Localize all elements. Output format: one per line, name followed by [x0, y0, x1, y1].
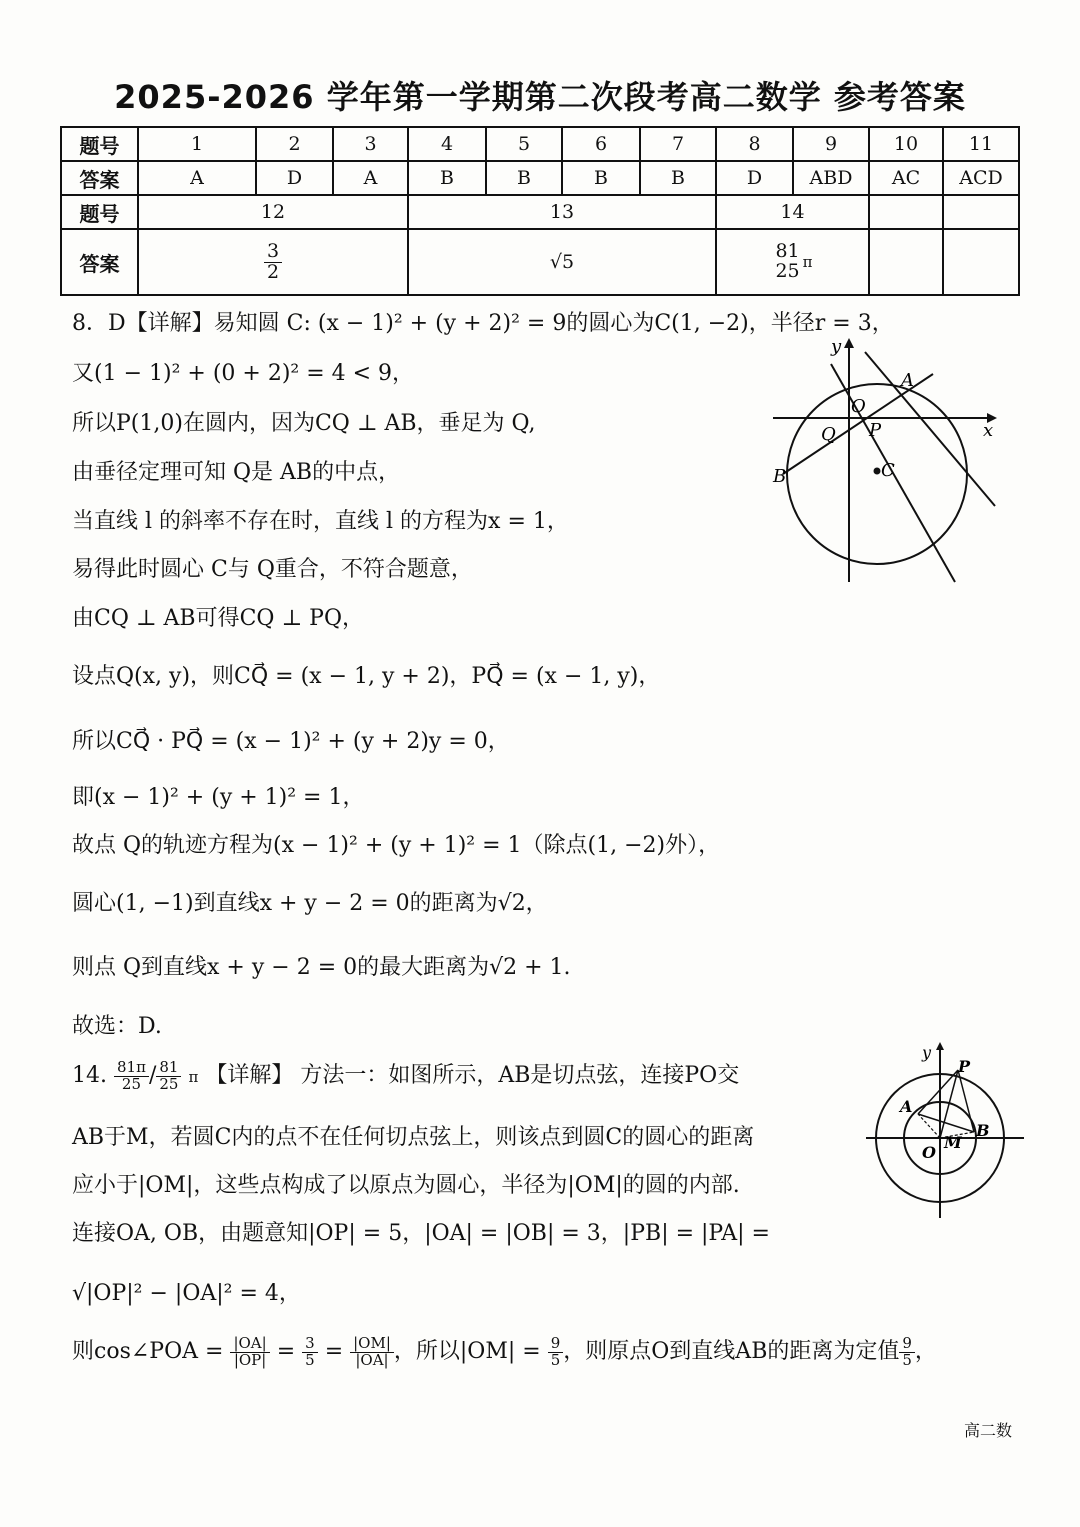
q8-line: 当直线 l 的斜率不存在时，直线 l 的方程为x = 1， — [72, 509, 569, 534]
question-number: 14 — [716, 195, 869, 229]
q8-line: 则点 Q到直线x + y − 2 = 0的最大距离为√2 + 1. — [72, 955, 571, 980]
q14-line: √|OP|² − |OA|² = 4， — [72, 1281, 301, 1306]
label-b: B — [773, 466, 787, 487]
answer-cell: AC — [869, 161, 943, 195]
empty-cell — [869, 229, 943, 295]
q14-line: 则cos∠POA = $\frac{|OA|}{|OP|}$ = $\frac{3}{5}$ = $\frac{|OM|}{|OA|}$ ，所以|OM| = $\frac{9}{5}$ ，则原点O到直线AB的距离为定值 $\frac{9}{5}$ ， — [72, 1333, 937, 1369]
table-row — [61, 229, 1019, 295]
label-a: A — [901, 370, 914, 391]
q8-line: 设点Q(x, y)，则CQ⃗ = (x − 1, y + 2)，PQ⃗ = (x − 1, y)， — [72, 664, 661, 689]
y-axis-arrow — [844, 338, 854, 348]
question-number: 3 — [333, 127, 408, 161]
question-number: 1 — [138, 127, 256, 161]
page-title: 2025-2026 学年第一学期第二次段考高二数学 参考答案 — [114, 78, 966, 116]
label-p: P — [958, 1057, 971, 1076]
answer-cell: B — [486, 161, 562, 195]
table-row — [61, 127, 1019, 161]
answer-cell: D — [716, 161, 793, 195]
answer-cell: B — [408, 161, 486, 195]
question-number: 8 — [716, 127, 793, 161]
label-c: C — [881, 460, 895, 481]
question-number: 13 — [408, 195, 716, 229]
label-b: B — [976, 1121, 990, 1140]
answer-cell: B — [640, 161, 716, 195]
table-row — [61, 161, 1019, 195]
label-m: M — [944, 1133, 962, 1152]
q8-line: 所以CQ⃗ · PQ⃗ = (x − 1)² + (y + 2)y = 0， — [72, 729, 510, 754]
label-y: y — [922, 1043, 932, 1062]
question-number: 6 — [562, 127, 640, 161]
question-number: 10 — [869, 127, 943, 161]
label-x: x — [983, 420, 994, 441]
fraction: $\frac{3}{2}$ — [264, 242, 282, 283]
q8-line: 即(x − 1)² + (y + 1)² = 1， — [72, 785, 365, 810]
answer-cell-12 — [138, 229, 408, 295]
fraction: $\frac{|OM|}{|OA|}$ — [350, 1336, 394, 1369]
q8-line: 由CQ ⊥ AB可得CQ ⊥ PQ， — [72, 606, 364, 631]
answer-table — [60, 126, 1020, 296]
row-header: 题号 — [61, 127, 138, 161]
label-y: y — [831, 336, 842, 357]
q8-line: 8．D【详解】易知圆 C: (x − 1)² + (y + 2)² = 9的圆心为C(1, −2)，半径r = 3， — [72, 311, 894, 336]
answer-cell: ACD — [943, 161, 1019, 195]
empty-cell — [943, 229, 1019, 295]
question-number: 2 — [256, 127, 333, 161]
label-a: A — [900, 1097, 913, 1116]
answer-cell-14: 81 25 π — [716, 229, 869, 295]
q8-line: 易得此时圆心 C与 Q重合，不符合题意， — [72, 557, 473, 582]
fraction: $\frac{|OA|}{|OP|}$ — [230, 1336, 269, 1369]
fraction: $\frac{81}{25}$ — [156, 1060, 181, 1093]
q8-line: 故点 Q的轨迹方程为(x − 1)² + (y + 1)² = 1（除点(1, −2)外）， — [72, 833, 721, 858]
answer-cell: B — [562, 161, 640, 195]
label-o: O — [922, 1143, 936, 1162]
q8-line: 圆心(1, −1)到直线x + y − 2 = 0的距离为√2， — [72, 891, 548, 916]
label-o: O — [851, 396, 866, 417]
q14-line: 应小于|OM|，这些点构成了以原点为圆心，半径为|OM|的圆的内部. — [72, 1173, 740, 1198]
q8-line: 由垂径定理可知 Q是 AB的中点， — [72, 460, 401, 485]
label-q: Q — [821, 424, 836, 445]
fraction: $\frac{9}{5}$ — [899, 1336, 915, 1369]
empty-cell — [943, 195, 1019, 229]
question-number: 4 — [408, 127, 486, 161]
q14-line: 14. $\frac{81\pi}{25}$ / $\frac{81}{25}$ π 【详解】 方法一：如图所示，AB是切点弦，连接PO交 — [72, 1057, 740, 1093]
label-p: P — [869, 420, 882, 441]
q8-line: 故选：D. — [72, 1014, 162, 1039]
point-c — [874, 468, 881, 475]
q8-line: 所以P(1,0)在圆内，因为CQ ⊥ AB，垂足为 Q, — [72, 411, 536, 436]
fraction: $\frac{81\pi}{25}$ — [114, 1060, 149, 1093]
q14-line: AB于M，若圆C内的点不在任何切点弦上，则该点到圆C的圆心的距离 — [72, 1125, 755, 1150]
fraction: $\frac{9}{5}$ — [548, 1336, 564, 1369]
q8-line: 又(1 − 1)² + (0 + 2)² = 4 < 9， — [72, 361, 415, 386]
table-row — [61, 195, 1019, 229]
page-footer: 高二数 — [963, 1421, 1012, 1440]
row-header: 答案 — [61, 161, 138, 195]
row-header: 答案 — [61, 229, 138, 295]
fraction: 81 25 — [775, 240, 800, 282]
answer-cell: A — [333, 161, 408, 195]
empty-cell — [869, 195, 943, 229]
answer-cell: A — [138, 161, 256, 195]
answer-cell: D — [256, 161, 333, 195]
row-header: 题号 — [61, 195, 138, 229]
question-number: 9 — [793, 127, 869, 161]
circle-diagram-q8 — [765, 336, 1005, 586]
q14-line: 连接OA, OB，由题意知|OP| = 5，|OA| = |OB| = 3，|PB| = |PA| = — [72, 1221, 770, 1246]
answer-cell: ABD — [793, 161, 869, 195]
question-number: 7 — [640, 127, 716, 161]
fraction: $\frac{3}{5}$ — [302, 1336, 318, 1369]
answer-cell-13: √5 — [408, 229, 716, 295]
question-number: 5 — [486, 127, 562, 161]
question-number: 12 — [138, 195, 408, 229]
tangent-chord-diagram-q14 — [862, 1040, 1028, 1220]
question-number: 11 — [943, 127, 1019, 161]
y-axis-arrow — [936, 1042, 944, 1050]
